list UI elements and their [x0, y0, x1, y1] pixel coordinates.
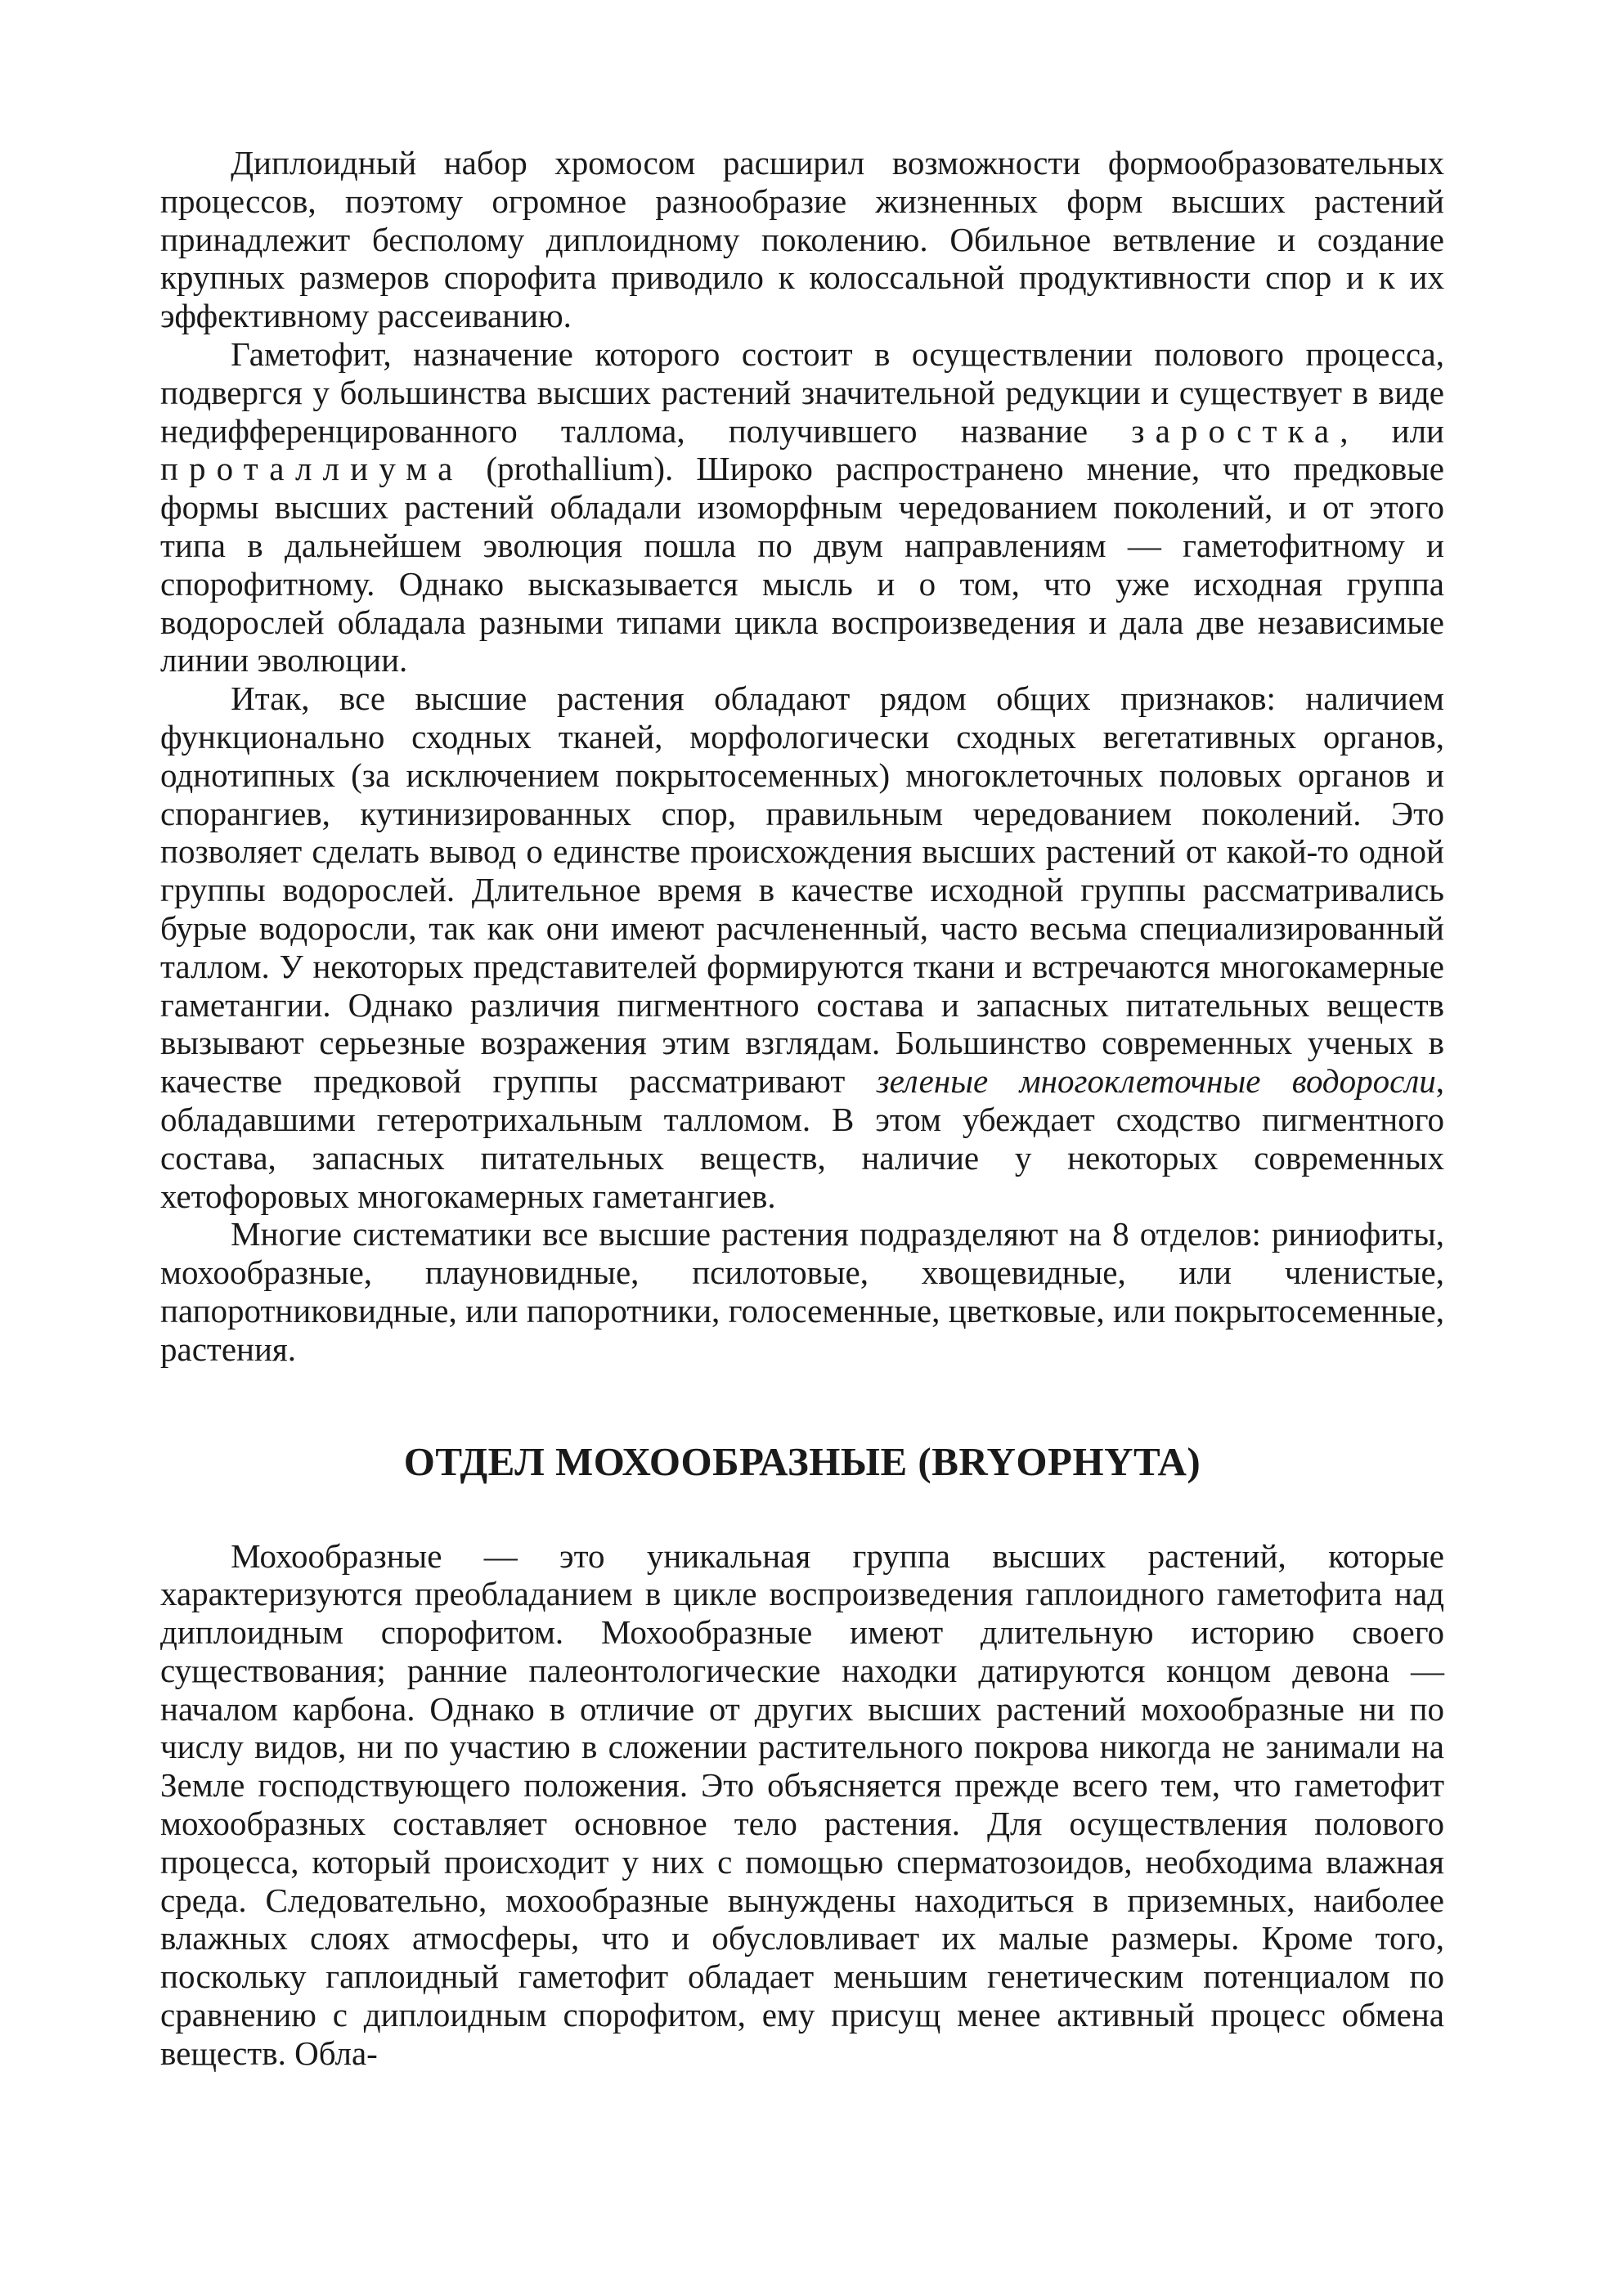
paragraph-gametophyte	[160, 335, 1444, 679]
paragraph-text-before: Гаметофит, назначение которого состоит в осуществлении полового процесса, подвергся у большинства высших растений значительной редукции и существует в виде недифференцированного таллома, получившего название	[160, 334, 1444, 450]
term-prothallium: проталлиума	[160, 450, 464, 488]
paragraph-text-after: , обладавшими гетеротрихальным талломом. В этом убеждает сходство пигментного состава, запасных питательных веществ, наличие у некоторых современных хетофоровых многокамерных гаметангиев.	[160, 1062, 1444, 1215]
section-heading: ОТДЕЛ МОХООБРАЗНЫЕ (BRYOPHYTA)	[403, 1438, 1201, 1484]
paragraph-common-features	[160, 679, 1444, 1215]
paragraph-divisions	[160, 1215, 1444, 1368]
paragraph-text: Мохообразные — это уникальная группа высших растений, которые характеризуются преобладанием в цикле воспроизведения гаплоидного гаметофита над диплоидным спорофитом. Мохообразные имеют длительную историю своего существования; ранние палеонтологические находки датируются концом девона — началом карбона. Однако в отличие от других высших растений мохообразные ни по числу видов, ни по участию в сложении растительного покрова никогда не занимали на Земле господствующего положения. Это объясняется прежде всего тем, что гаметофит мохообразных составляет основное тело растения. Для осуществления полового процесса, который происходит у них с помощью сперматозоидов, необходима влажная среда. Следовательно, мохообразные вынуждены находиться в приземных, наиболее влажных слоях атмосферы, что и обусловливает их малые размеры. Кроме того, поскольку гаплоидный гаметофит обладает меньшим генетическим потенциалом по сравнению с диплоидным спорофитом, ему присущ менее активный процесс обмена веществ. Обла-	[160, 1536, 1444, 2072]
paragraph-text: Диплоидный набор хромосом расширил возможности формообразовательных процессов, поэтому огромное разнообразие жизненных форм высших растений принадлежит бесполому диплоидному поколению. Обильное ветвление и создание крупных размеров спорофита приводило к колоссальной продуктивности спор и к их эффективному рассеиванию.	[160, 144, 1444, 335]
paragraph-bryophytes	[160, 1537, 1444, 2073]
paragraph-diploid	[160, 144, 1444, 335]
term-zarostok: заростка	[1131, 411, 1340, 450]
paragraph-text-between: , или	[1340, 411, 1444, 450]
paragraph-text-before: Итак, все высшие растения обладают рядом общих признаков: наличием функционально сходных тканей, морфологически сходных вегетативных органов, однотипных (за исключением покрытосеменных) многоклеточных половых органов и спорангиев, кутинизированных спор, правильным чередованием поколений. Это позволяет сделать вывод о единстве происхождения высших растений от какой-то одной группы водорослей. Длительное время в качестве исходной группы рассматривались бурые водоросли, так как они имеют расчлененный, часто весьма специализированный таллом. У некоторых представителей формируются ткани и встречаются многокамерные гаметангии. Однако различия пигментного состава и запасных питательных веществ вызывают серьезные возражения этим взглядам. Большинство современных ученых в качестве предковой группы рассматривают	[160, 679, 1444, 1101]
document-page	[160, 144, 1444, 2073]
paragraph-text: Многие систематики все высшие растения подразделяют на 8 отделов: риниофиты, мохообразные, плауновидные, псилотовые, хвощевидные, или членистые, папоротниковидные, или папоротники, голосеменные, цветковые, или покрытосеменные, растения.	[160, 1215, 1444, 1368]
paragraph-text-after: (prothallium). Широко распространено мнение, что предковые формы высших растений обладали изоморфным чередованием поколений, и от этого типа в дальнейшем эволюция пошла по двум направлениям — гаметофитному и спорофитному. Однако высказывается мысль и о том, что уже исходная группа водорослей обладала разными типами цикла воспроизведения и дала две независимые линии эволюции.	[160, 450, 1444, 679]
italic-term-green-algae: зеленые многоклеточные водоросли	[876, 1062, 1436, 1101]
